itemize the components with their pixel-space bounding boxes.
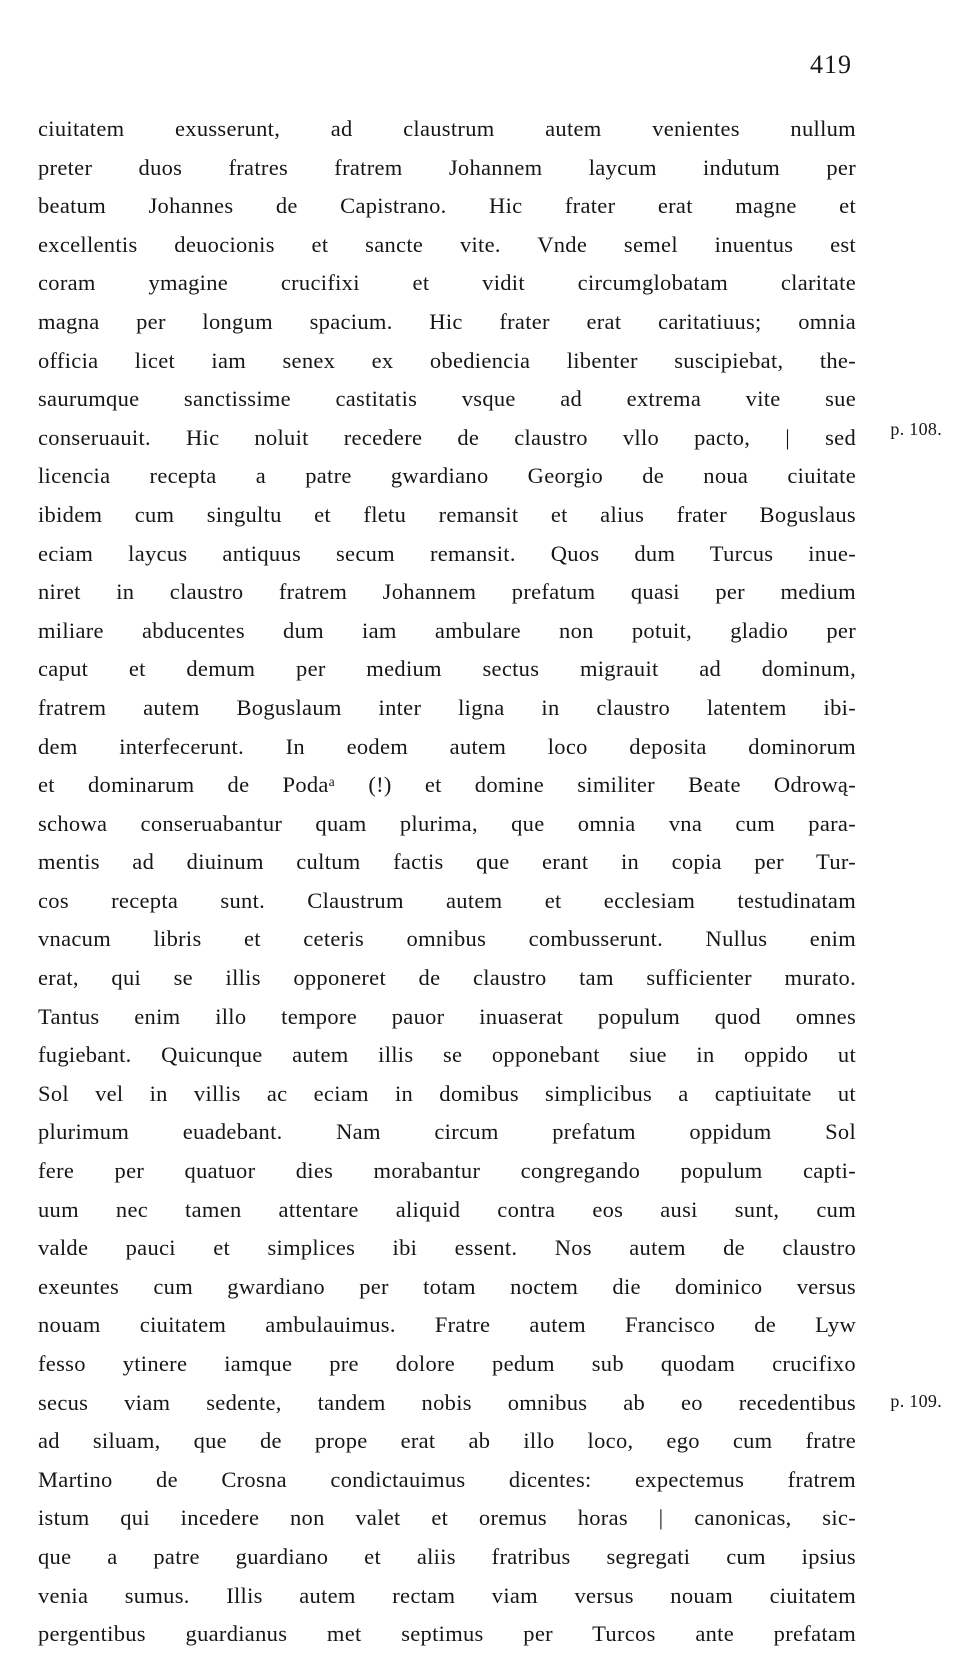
text-line: schowa conseruabantur quam plurima, que omnia vna cum para- (38, 810, 856, 836)
text-line: exeuntes cum gwardiano per totam noctem die dominico versus (38, 1273, 856, 1299)
text-line: pergentibus guardianus met septimus per Turcos ante prefatam (38, 1621, 856, 1647)
text-line: dem interfecerunt. In eodem autem loco deposita dominorum (38, 733, 856, 759)
text-line: fesso ytinere iamque pre dolore pedum sub quodam crucifixo (38, 1351, 856, 1376)
text-line: Martino de Crosna condictauimus dicentes: expectemus fratrem (38, 1466, 856, 1492)
margin-page-ref-108: p. 108. (890, 419, 942, 439)
text-line: nouam ciuitatem ambulauimus. Fratre autem Francisco de Lyw (38, 1312, 856, 1338)
text-line: ad siluam, que de prope erat ab illo loco, ego cum fratre (38, 1428, 856, 1454)
text-line: plurimum euadebant. Nam circum prefatum oppidum Sol (38, 1119, 856, 1145)
text-line: fratrem autem Boguslaum inter ligna in claustro latentem ibi- (38, 694, 856, 720)
text-line: saurumque sanctissime castitatis vsque ad extrema vite sue (38, 386, 856, 412)
text-line: uum nec tamen attentare aliquid contra eos ausi sunt, cum (38, 1196, 856, 1222)
text-line: beatum Johannes de Capistrano. Hic frater erat magne et (38, 193, 856, 219)
text-line: Tantus enim illo tempore pauor inuaserat populum quod omnes (38, 1003, 856, 1029)
text-line: erat, qui se illis opponeret de claustro tam sufficienter murato. (38, 965, 856, 991)
text-line: miliare abducentes dum iam ambulare non potuit, gladio per (38, 617, 856, 643)
text-line: vnacum libris et ceteris omnibus combusserunt. Nullus enim (38, 926, 856, 952)
text-line: que a patre guardiano et aliis fratribus segregati cum ipsius (38, 1543, 856, 1569)
text-line: Sol vel in villis ac eciam in domibus simplicibus a captiuitate ut (38, 1080, 856, 1106)
text-line: venia sumus. Illis autem rectam viam versus nouam ciuitatem (38, 1582, 856, 1608)
text-line: istum qui incedere non valet et oremus horas | canonicas, sic- (38, 1505, 856, 1531)
text-line: ibidem cum singultu et fletu remansit et alius frater Boguslaus (38, 501, 856, 527)
text-line: caput et demum per medium sectus migrauit ad dominum, (38, 656, 856, 682)
page-number: 419 (810, 50, 852, 79)
text-line: mentis ad diuinum cultum factis que erant in copia per Tur- (38, 849, 856, 875)
text-line: magna per longum spacium. Hic frater erat caritatiuus; omnia (38, 308, 856, 334)
text-line: et dominarum de Podaᵃ (!) et domine similiter Beate Odrową- (38, 772, 856, 798)
text-line: coram ymagine crucifixi et vidit circumglobatam claritate (38, 270, 856, 296)
text-line: eciam laycus antiquus secum remansit. Quos dum Turcus inue- (38, 540, 856, 566)
body-text (38, 110, 856, 1654)
text-line: excellentis deuocionis et sancte vite. Vnde semel inuentus est (38, 231, 856, 257)
text-line: fugiebant. Quicunque autem illis se opponebant siue in oppido ut (38, 1042, 856, 1068)
text-line: secus viam sedente, tandem nobis omnibus ab eo recedentibus (38, 1389, 856, 1415)
text-line: niret in claustro fratrem Johannem prefatum quasi per medium (38, 579, 856, 605)
text-line: conseruauit. Hic noluit recedere de claustro vllo pacto, | sed (38, 424, 856, 450)
text-line: cos recepta sunt. Claustrum autem et ecclesiam testudinatam (38, 887, 856, 913)
text-line: fere per quatuor dies morabantur congregando populum capti- (38, 1158, 856, 1184)
text-line: officia licet iam senex ex obediencia libenter suscipiebat, the- (38, 347, 856, 373)
text-line: ciuitatem exusserunt, ad claustrum autem venientes nullum (38, 116, 856, 141)
text-line: preter duos fratres fratrem Johannem laycum indutum per (38, 154, 856, 180)
text-line: valde pauci et simplices ibi essent. Nos autem de claustro (38, 1235, 856, 1261)
margin-page-ref-109: p. 109. (890, 1391, 942, 1411)
text-line: licencia recepta a patre gwardiano Georgio de noua ciuitate (38, 463, 856, 489)
